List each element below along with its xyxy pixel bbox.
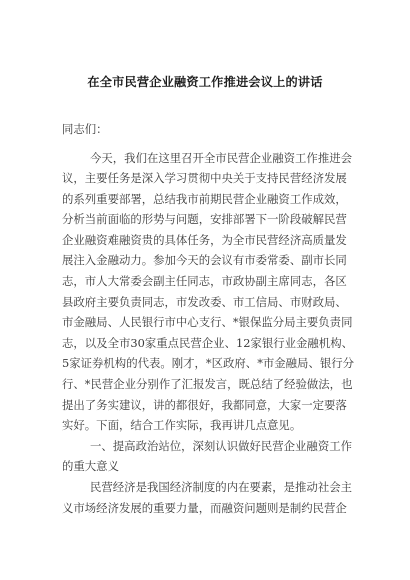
paragraph-line: 企业融资难融资贵的具体任务，为全市民营经济高质量发: [62, 232, 347, 247]
paragraph-line: 行、*民营企业分别作了汇报发言，既总结了经验做法，也: [62, 377, 353, 392]
paragraph-line: 县政府主要负责同志，市发改委、市工信局、市财政局、: [62, 294, 347, 309]
paragraph-line: 民营经济是我国经济制度的内在要素，是推动社会主: [90, 480, 352, 494]
salutation: 同志们：: [62, 122, 108, 136]
section-heading-line: 的重大意义: [62, 459, 119, 474]
paragraph-line: 实好。下面，结合工作实际，我再讲几点意见。: [62, 418, 302, 433]
paragraph-line: 志，市人大常委会副主任同志，市政协副主席同志，各区: [62, 274, 347, 289]
paragraph-line: 分析当前面临的形势与问题，安排部署下一阶段破解民营: [62, 212, 347, 227]
paragraph-line: 今天，我们在这里召开全市民营企业融资工作推进会: [90, 150, 352, 165]
paragraph-line: 提出了务实建议，讲的都很好，我都同意，大家一定要落: [62, 397, 347, 412]
document-title: 在全市民营企业融资工作推进会议上的讲话: [87, 75, 323, 89]
paragraph-line: 义市场经济发展的重要力量，而融资问题则是制约民营企: [62, 500, 347, 515]
paragraph-line: 志，以及全市30家重点民营企业、12家银行业金融机构、: [62, 335, 353, 350]
paragraph-line: 5家证券机构的代表。刚才，*区政府、*市金融局、银行分: [62, 356, 355, 371]
document-body: [62, 119, 355, 518]
paragraph-line: 议，主要任务是深入学习贯彻中央关于支持民营经济发展: [62, 171, 347, 186]
paragraph-line: 的系列重要部署，总结我市前期民营企业融资工作成效，: [62, 191, 347, 206]
section-heading-line: 一、提高政治站位，深刻认识做好民营企业融资工作: [90, 438, 352, 453]
paragraph-line: 展注入金融动力。参加今天的会议有市委常委、副市长同: [62, 253, 347, 268]
paragraph-line: 市金融局、人民银行市中心支行、*银保监分局主要负责同: [62, 315, 353, 330]
